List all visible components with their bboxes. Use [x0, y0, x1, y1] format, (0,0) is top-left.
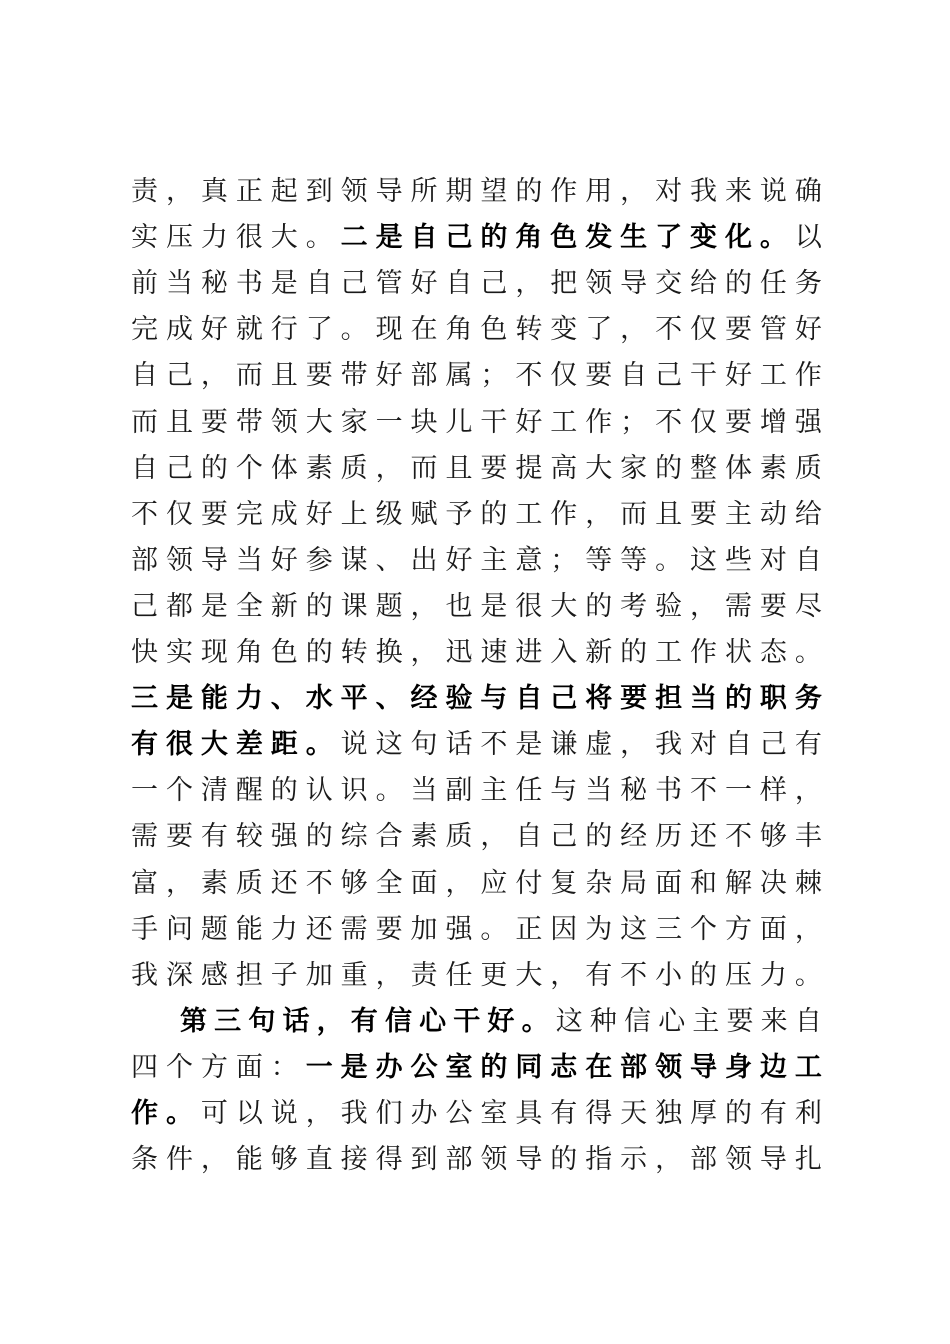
text-line: 快 实 现 角 色 的 转 换 ， 迅 速 进 入 新 的 工 作 状 态 。 [131, 637, 822, 668]
text-line: 完 成 好 就 行 了 。 现 在 角 色 转 变 了 ， 不 仅 要 管 好 [131, 314, 822, 346]
text-line: 三 是 能 力 、 水 平 、 经 验 与 自 己 将 要 担 当 的 职 务 [131, 683, 822, 715]
text-line: 自 己 的 个 体 素 质 ， 而 且 要 提 高 大 家 的 整 体 素 质 [131, 452, 822, 484]
text-line: 部 领 导 当 好 参 谋 、 出 好 主 意 ； 等 等 。 这 些 对 自 [131, 544, 822, 576]
text-line: 而 且 要 带 领 大 家 一 块 儿 干 好 工 作 ； 不 仅 要 增 强 [131, 406, 822, 438]
text-line: 责 ， 真 正 起 到 领 导 所 期 望 的 作 用 ， 对 我 来 说 确 [131, 176, 822, 207]
text-line: 条 件 ， 能 够 直 接 得 到 部 领 导 的 指 示 ， 部 领 导 扎 [131, 1144, 822, 1176]
text-line: 第 三 句 话 ， 有 信 心 干 好 。 这 种 信 心 主 要 来 自 [180, 1005, 822, 1037]
text-line: 需 要 有 较 强 的 综 合 素 质 ， 自 己 的 经 历 还 不 够 丰 [131, 821, 822, 853]
text-line: 实 压 力 很 大 。 二 是 自 己 的 角 色 发 生 了 变 化 。 以 [131, 222, 822, 254]
text-line: 有 很 大 差 距 。 说 这 句 话 不 是 谦 虚 ， 我 对 自 己 有 [131, 729, 822, 761]
text-line: 不 仅 要 完 成 好 上 级 赋 予 的 工 作 ， 而 且 要 主 动 给 [131, 498, 822, 530]
text-line: 手 问 题 能 力 还 需 要 加 强 。 正 因 为 这 三 个 方 面 ， [131, 913, 822, 945]
text-line: 四 个 方 面 ： 一 是 办 公 室 的 同 志 在 部 领 导 身 边 工 [131, 1051, 822, 1083]
text-line: 作 。 可 以 说 ， 我 们 办 公 室 具 有 得 天 独 厚 的 有 利 [131, 1098, 822, 1129]
text-line: 富 ， 素 质 还 不 够 全 面 ， 应 付 复 杂 局 面 和 解 决 棘 [131, 867, 822, 899]
text-line: 我 深 感 担 子 加 重 ， 责 任 更 大 ， 有 不 小 的 压 力 。 [131, 959, 822, 991]
text-line: 一 个 清 醒 的 认 识 。 当 副 主 任 与 当 秘 书 不 一 样 ， [131, 775, 822, 807]
text-line: 前 当 秘 书 是 自 己 管 好 自 己 ， 把 领 导 交 给 的 任 务 [131, 268, 822, 300]
text-line: 自 己 ， 而 且 要 带 好 部 属 ； 不 仅 要 自 己 干 好 工 作 [131, 360, 822, 392]
text-line: 己 都 是 全 新 的 课 题 ， 也 是 很 大 的 考 验 ， 需 要 尽 [131, 590, 822, 622]
